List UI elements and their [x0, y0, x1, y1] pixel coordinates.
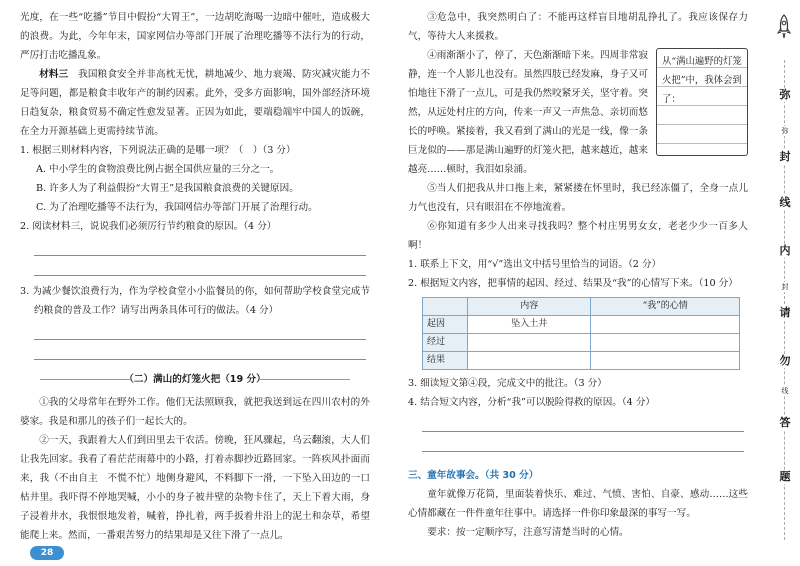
q1-option-a[interactable]: A. 中小学生的食物浪费比例占据全国供应量的三分之一。 — [36, 164, 280, 175]
seal-char: 封 — [779, 150, 791, 163]
story-paragraph-1: ①我的父母常年在野外工作。他们无法照顾我，就把我送到远在四川农村的外婆家。我是和那儿的孩子们一起长大的。 — [20, 397, 370, 427]
question-1: 1. 根据三则材料内容，下列说法正确的是哪一项？（ ）（3 分） — [20, 145, 296, 156]
q3-answer-line-1[interactable] — [34, 320, 366, 340]
q4-answer-line-2[interactable] — [422, 432, 744, 452]
q3-answer-line-2[interactable] — [34, 340, 366, 360]
seal-char: 请 — [779, 306, 791, 319]
story-paragraph-4: ④雨渐渐小了，停了，天色渐渐暗下来。四周非常寂静，连一个人影儿也没有。虽然四肢已经发麻，身子又可怕地往下滑了一点儿，可是我仍然咬紧牙关，坚守着。突然，从远处村庄的方向，传来一声又一声焦急、亲切而悠长的呼唤。紧接着，我又看到了满山的光是一线，像一条巨龙似的——那是满山遍野的灯笼火把，越来越近，越来越亮……顿时，我泪如泉涌。 — [408, 50, 648, 175]
seal-small-char: 弥 — [779, 126, 791, 136]
right-page — [408, 8, 748, 542]
row-label-result: 结果 — [423, 352, 468, 370]
table-row — [423, 352, 740, 370]
material2-tail: 光度，在一些“吃播”节目中假扮“大胃王”，一边胡吃海喝一边暗中催吐，造成极大的浪费。为此，今年年末，国家网信办等部门开展了治理吃播等不法行为的行动，严厉打击吃播乱象。 — [20, 12, 370, 61]
seal-char: 弥 — [779, 88, 791, 101]
story-paragraph-5: ⑤当人们把我从井口拖上来，紧紧搂在怀里时，我已经冻僵了，全身一点儿力气也没有，只有眼泪在不停地流着。 — [408, 183, 748, 213]
right-question-3: 3. 细读短文第④段，完成文中的批注。（3 分） — [408, 378, 607, 389]
q2-answer-line-2[interactable] — [34, 256, 366, 276]
seal-char: 勿 — [779, 354, 791, 367]
question-2: 2. 阅读材料三，说说我们必须厉行节约粮食的原因。（4 分） — [20, 221, 277, 232]
section-3-title: 三、童年故事会。（共 30 分） — [408, 470, 539, 481]
section-2-title: （二）满山的灯笼火把（19 分） — [20, 370, 370, 389]
material3-label: 材料三 — [39, 69, 69, 80]
seal-small-char: 线 — [779, 386, 791, 396]
story-paragraph-2: ②一天，我跟着大人们到田里去干农活。傍晚，狂风骤起，乌云翻滚，大人们让我先回家。我看了看茫茫雨幕中的小路，打着赤脚抄近路回家。一阵疾风扑面而来，我（不由自主 不慌不忙）地侧身避风，不料脚下一滑，一下坠入田边的一口枯井里。我吓得不停地哭喊，小小的身子被井壁的杂物卡住了，天上下着大雨，身子浸着井水，我恨恨地发着，喊着，挣扎着，两手扳着井沿上的泥土和杂草，希望能爬上来。然而，一番艰苦努力的结果却是又往下滑了一点儿。 — [20, 435, 370, 541]
seal-small-char: 封 — [779, 282, 791, 292]
essay-prompt: 童年就像万花筒，里面装着快乐、难过、气愤、害怕、自豪、感动……这些心情都藏在一件件童年往事中。请选择一件你印象最深的事写一写。 — [408, 489, 748, 519]
rocket-icon — [776, 14, 792, 40]
cell-result-content[interactable] — [468, 352, 591, 370]
story-paragraph-3: ③危急中，我突然明白了：不能再这样盲目地胡乱挣扎了。我应该保存力气，等待大人来援救。 — [408, 12, 748, 42]
annotation-prompt: 从“满山遍野的灯笼火把”中，我体会到了： — [662, 56, 742, 105]
cell-cause-mood[interactable] — [591, 316, 740, 334]
left-page — [20, 8, 370, 545]
table-row — [423, 334, 740, 352]
right-question-2: 2. 根据短文内容，把事情的起因、经过、结果及“我”的心情写下来。（10 分） — [408, 278, 738, 289]
binding-margin — [756, 0, 800, 566]
right-question-1: 1. 联系上下文，用“√”选出文中括号里恰当的词语。（2 分） — [408, 259, 662, 270]
cell-cause-content[interactable]: 坠入土井 — [468, 316, 591, 334]
material3-paragraph — [20, 65, 370, 141]
table-header-content: 内容 — [468, 298, 591, 316]
row-label-cause: 起因 — [423, 316, 468, 334]
table-header-mood: “我”的心情 — [591, 298, 740, 316]
table-header-row — [423, 298, 740, 316]
q4-answer-line-1[interactable] — [422, 412, 744, 432]
q2-answer-line-1[interactable] — [34, 236, 366, 256]
table-row — [423, 316, 740, 334]
row-label-process: 经过 — [423, 334, 468, 352]
material3-text: 我国粮食安全并非高枕无忧，耕地减少、地力衰竭、防灾减灾能力不足等问题，都是粮食丰收年产的制约因素。此外，受多方面影响，国外部经济环境日趋复杂，粮食贸易不确定性愈发显著。正因为如此，要端稳端牢中国人的饭碗，在全力开源基础上更需持续节流。 — [20, 69, 371, 137]
cell-result-mood[interactable] — [591, 352, 740, 370]
question-3: 3. 为减少餐饮浪费行为，作为学校食堂小小监餐员的你，如何帮助学校食堂完成节约粮食的普及工作？请写出两条具体可行的做法。（4 分） — [20, 286, 370, 316]
essay-requirement: 要求：按一定顺序写，注意写清楚当时的心情。 — [427, 527, 629, 538]
cell-process-mood[interactable] — [591, 334, 740, 352]
annotation-box[interactable] — [656, 48, 748, 156]
seal-char: 内 — [779, 244, 791, 257]
q1-option-c[interactable]: C. 为了治理吃播等不法行为，我国网信办等部门开展了治理行动。 — [36, 202, 318, 213]
cell-process-content[interactable] — [468, 334, 591, 352]
q1-option-b[interactable]: B. 许多人为了利益假扮“大胃王”是我国粮食浪费的关键原因。 — [36, 183, 299, 194]
seal-char: 题 — [779, 470, 791, 483]
table-header-blank — [423, 298, 468, 316]
seal-char: 线 — [779, 196, 791, 209]
page-number-badge: 28 — [30, 546, 64, 560]
story-paragraph-6: ⑥你知道有多少人出来寻找我吗？整个村庄男男女女，老老少少一百多人啊！ — [408, 221, 748, 251]
story-table — [422, 297, 740, 370]
seal-char: 答 — [779, 416, 791, 429]
right-question-4: 4. 结合短文内容，分析“我”可以脱险得救的原因。（4 分） — [408, 397, 656, 408]
